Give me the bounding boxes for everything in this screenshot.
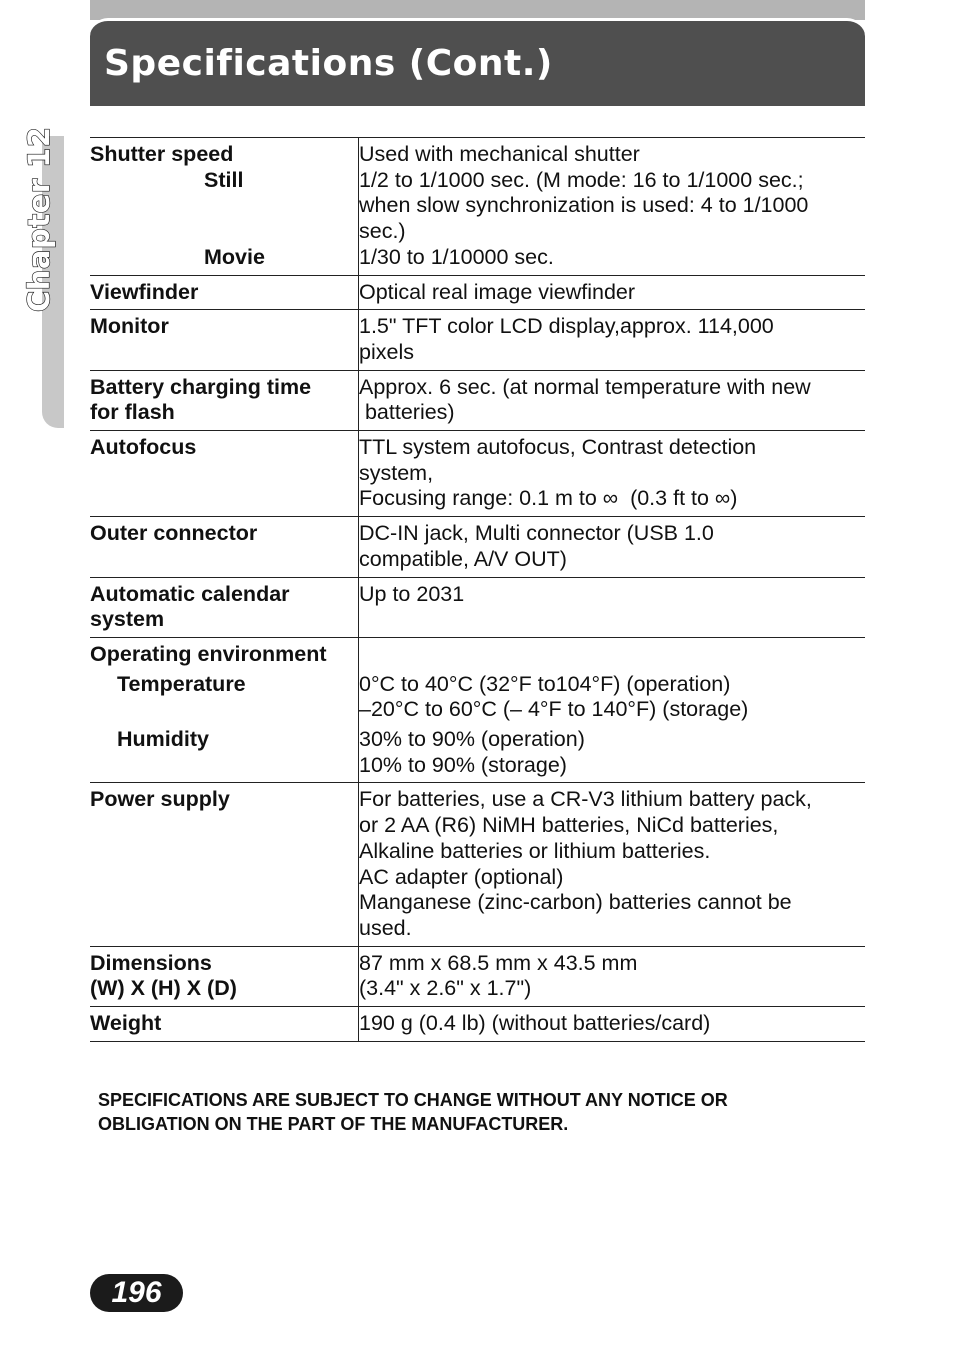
spec-row-shutter-speed <box>90 138 865 276</box>
spec-value-cell <box>359 370 866 430</box>
power-value-line: AC adapter (optional) <box>359 864 564 889</box>
spec-row-calendar <box>90 577 865 637</box>
spec-value-cell <box>359 637 866 783</box>
outer-connector-label: Outer connector <box>90 517 359 577</box>
viewfinder-value: Optical real image viewfinder <box>359 275 866 310</box>
outer-connector-value-line: DC-IN jack, Multi connector (USB 1.0 <box>359 521 714 546</box>
autofocus-value-line: system, <box>359 460 434 485</box>
dimensions-value-line: 87 mm x 68.5 mm x 43.5 mm <box>359 950 638 975</box>
spacer <box>90 193 358 219</box>
spec-value-cell <box>359 138 866 276</box>
spec-label-cell <box>90 637 359 783</box>
spec-value-cell <box>359 946 866 1006</box>
spec-row-viewfinder <box>90 275 865 310</box>
viewfinder-label: Viewfinder <box>90 275 359 310</box>
page-title: Specifications (Cont.) <box>104 43 553 84</box>
spec-label-cell <box>90 577 359 637</box>
temperature-value-line: –20°C to 60°C (– 4°F to 140°F) (storage) <box>359 697 749 722</box>
battery-label-line: for flash <box>90 400 175 425</box>
outer-connector-value-line: compatible, A/V OUT) <box>359 546 567 571</box>
dimensions-label-line: Dimensions <box>90 950 212 975</box>
temperature-label: Temperature <box>117 671 246 696</box>
autofocus-value-line: Focusing range: 0.1 m to ∞ (0.3 ft to ∞) <box>359 486 738 511</box>
spec-value-cell <box>359 431 866 517</box>
spec-value-cell <box>359 517 866 577</box>
page-number: 196 <box>111 1276 162 1309</box>
humidity-value-line: 30% to 90% (operation) <box>359 727 585 752</box>
spec-value-cell <box>359 783 866 946</box>
spec-label-cell <box>90 946 359 1006</box>
dimensions-value-line: (3.4" x 2.6" x 1.7") <box>359 976 532 1001</box>
dimensions-label-line: (W) X (H) X (D) <box>90 976 237 1001</box>
power-supply-label: Power supply <box>90 783 359 946</box>
spacer <box>90 219 358 245</box>
spacer <box>359 642 865 668</box>
shutter-speed-label: Shutter speed <box>90 142 234 166</box>
humidity-value-line: 10% to 90% (storage) <box>359 752 567 777</box>
power-value-line: Alkaline batteries or lithium batteries. <box>359 838 711 863</box>
calendar-label-line: Automatic calendar <box>90 581 290 606</box>
chapter-label: Chapter 12 <box>22 126 56 312</box>
disclaimer-line: OBLIGATION ON THE PART OF THE MANUFACTURER. <box>98 1114 569 1134</box>
shutter-movie-label: Movie <box>204 244 265 269</box>
humidity-label: Humidity <box>117 727 209 752</box>
shutter-still-label: Still <box>204 167 244 192</box>
power-value-line: used. <box>359 915 412 940</box>
environment-label: Operating environment <box>90 641 327 666</box>
autofocus-label: Autofocus <box>90 431 359 517</box>
spec-row-monitor <box>90 310 865 370</box>
header-bar <box>90 18 865 106</box>
disclaimer-line: SPECIFICATIONS ARE SUBJECT TO CHANGE WITHOUT ANY NOTICE OR <box>98 1090 728 1110</box>
spacer <box>90 697 358 723</box>
monitor-label: Monitor <box>90 310 359 370</box>
spec-label-cell <box>90 138 359 276</box>
monitor-value-line: 1.5" TFT color LCD display,approx. 114,000 <box>359 314 774 339</box>
battery-label-line: Battery charging time <box>90 374 312 399</box>
temperature-value-line: 0°C to 40°C (32°F to104°F) (operation) <box>359 671 731 696</box>
spec-row-dimensions <box>90 946 865 1006</box>
spec-row-weight <box>90 1007 865 1042</box>
specifications-table <box>90 137 865 1042</box>
spec-row-operating-environment <box>90 637 865 783</box>
spec-row-autofocus <box>90 431 865 517</box>
shutter-value-line: 1/2 to 1/1000 sec. (M mode: 16 to 1/1000 sec.; <box>359 167 804 192</box>
shutter-movie-value: 1/30 to 1/10000 sec. <box>359 244 554 269</box>
monitor-value-line: pixels <box>359 339 414 364</box>
spec-row-outer-connector <box>90 517 865 577</box>
power-value-line: or 2 AA (R6) NiMH batteries, NiCd batteries, <box>359 813 779 838</box>
battery-value-line: batteries) <box>359 400 455 425</box>
weight-label: Weight <box>90 1007 359 1042</box>
calendar-value: Up to 2031 <box>359 577 866 637</box>
power-value-line: For batteries, use a CR-V3 lithium battery pack, <box>359 787 812 812</box>
shutter-value-line: sec.) <box>359 219 406 244</box>
disclaimer-note <box>98 1088 818 1136</box>
battery-value-line: Approx. 6 sec. (at normal temperature with new <box>359 374 811 399</box>
spec-row-power-supply <box>90 783 865 946</box>
autofocus-value-line: TTL system autofocus, Contrast detection <box>359 435 757 460</box>
spec-label-cell <box>90 370 359 430</box>
power-value-line: Manganese (zinc-carbon) batteries cannot be <box>359 890 792 915</box>
page-number-badge <box>90 1274 183 1312</box>
calendar-label-line: system <box>90 607 165 632</box>
shutter-value-line: when slow synchronization is used: 4 to 1/1000 <box>359 193 809 218</box>
header-top-band <box>90 0 865 20</box>
weight-value: 190 g (0.4 lb) (without batteries/card) <box>359 1007 866 1042</box>
shutter-value-line: Used with mechanical shutter <box>359 142 640 166</box>
spec-value-cell <box>359 310 866 370</box>
spec-row-battery-charging <box>90 370 865 430</box>
